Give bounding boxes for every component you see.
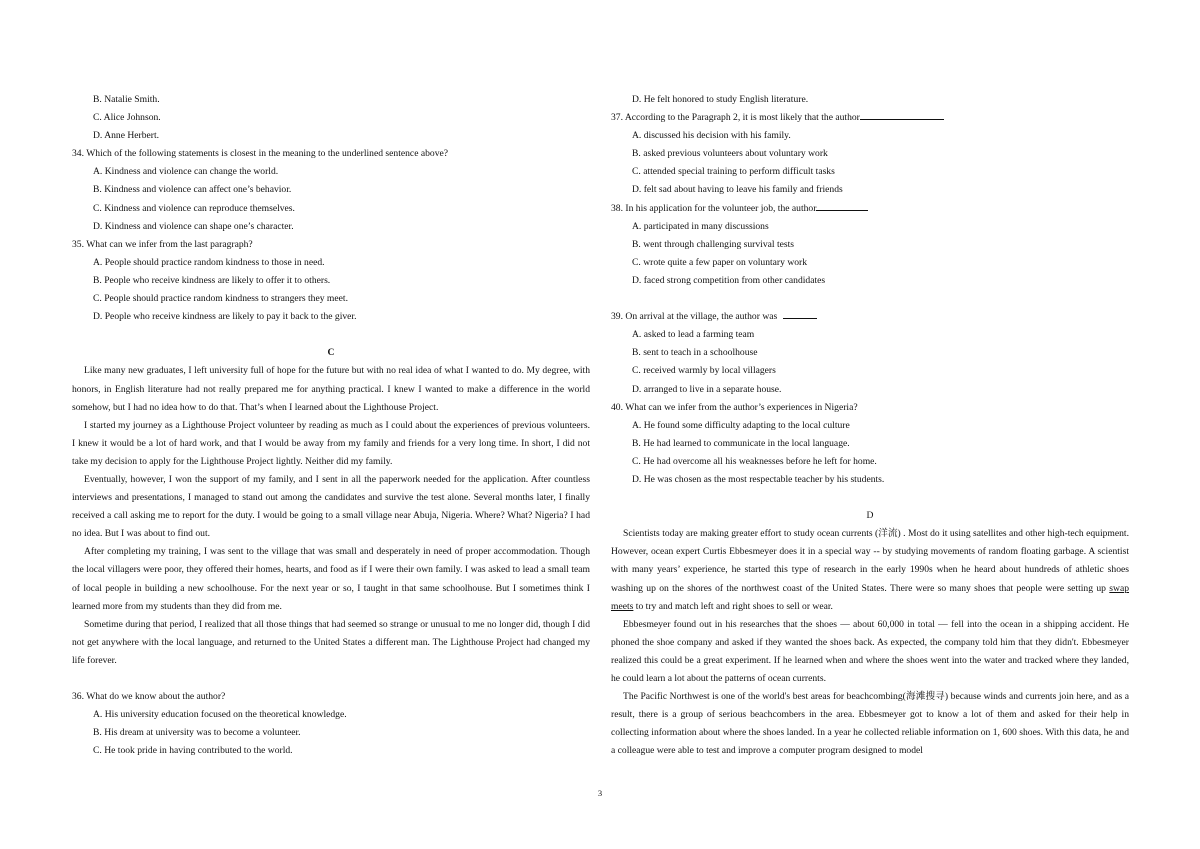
page-number: 3 [597, 788, 603, 798]
q37-option-a: A. discussed his decision with his family. [632, 130, 791, 142]
q39-option-d: D. arranged to live in a separate house. [632, 383, 782, 395]
left-column [72, 91, 590, 760]
q36-option-c: C. He took pride in having contributed to the world. [93, 745, 293, 757]
q34-option-d: D. Kindness and violence can shape one’s character. [93, 220, 294, 232]
q33-option-c: C. Alice Johnson. [93, 112, 161, 124]
q40-option-b: B. He had learned to communicate in the local language. [632, 437, 850, 449]
answer-blank [783, 308, 817, 319]
q34-option-a: A. Kindness and violence can change the world. [93, 166, 279, 178]
q37-stem: 37. According to the Paragraph 2, it is most likely that the author [611, 109, 1129, 127]
q38-option-d: D. faced strong competition from other candidates [632, 274, 826, 286]
q37-option-b: B. asked previous volunteers about voluntary work [632, 148, 828, 160]
q40-option-c: C. He had overcome all his weaknesses before he left for home. [632, 455, 877, 467]
q35-stem: 35. What can we infer from the last paragraph? [72, 238, 253, 250]
answer-blank [860, 109, 944, 120]
q39-option-a: A. asked to lead a farming team [632, 329, 755, 341]
q40-option-a: A. He found some difficulty adapting to the local culture [632, 419, 850, 431]
passage-d-paragraph-3: The Pacific Northwest is one of the world's best areas for beachcombing(海滩搜寻) because winds and currents join here, and as a result, there is a group of serious beachcombers in the area. Ebbesmeyer got to know a lot of them and asked for their help in collecting information about where the shoes landed. In a year he collected reliable information on 1, 600 shoes. With this data, he and a colleague were able to test and improve a computer program designed to model [611, 691, 1129, 757]
passage-d-paragraph-2: Ebbesmeyer found out in his researches that the shoes — about 60,000 in total — fell into the ocean in a shipping accident. He phoned the shoe company and asked if they wanted the shoes back. As expected, the company told him that they didn't. Ebbesmeyer realized this could be a great experiment. If he learned when and where the shoes went into the water and tracked where they landed, he could learn a lot about the patterns of ocean currents. [611, 618, 1129, 684]
q38-option-c: C. wrote quite a few paper on voluntary work [632, 256, 808, 268]
q37-option-c: C. attended special training to perform difficult tasks [632, 166, 835, 178]
q40-stem: 40. What can we infer from the author’s experiences in Nigeria? [611, 401, 858, 413]
q33-option-d: D. Anne Herbert. [93, 130, 160, 142]
section-d-title: D [866, 510, 874, 522]
passage-c-paragraph-4: After completing my training, I was sent to the village that was small and desperately in need of proper accommodation. Though the local villagers were poor, they offered their homes, hearts, and food as if I were their own family. I was asked to lead a small team of local people in building a new schoolhouse. For the next year or so, I taught in that same schoolhouse. But I sometimes think I learned more from my students than they did from me. [72, 546, 590, 612]
q34-stem: 34. Which of the following statements is closest in the meaning to the underlined sentence above? [72, 148, 449, 160]
answer-blank [816, 200, 868, 211]
q38-stem: 38. In his application for the volunteer job, the author [611, 200, 1129, 218]
q35-option-d: D. People who receive kindness are likely to pay it back to the giver. [93, 311, 357, 323]
passage-c-paragraph-1: Like many new graduates, I left university full of hope for the future but with no real idea of what I wanted to do. My degree, with honors, in English literature had not really prepared me for anything practical. I knew I wanted to make a difference in the world somehow, but I had no idea how to do that. That’s when I learned about the Lighthouse Project. [72, 365, 590, 413]
q34-option-b: B. Kindness and violence can affect one’s behavior. [93, 184, 292, 196]
q36-option-b: B. His dream at university was to become a volunteer. [93, 727, 301, 739]
q36-option-a: A. His university education focused on the theoretical knowledge. [93, 709, 347, 721]
q35-option-a: A. People should practice random kindness to those in need. [93, 256, 325, 268]
q40-option-d: D. He was chosen as the most respectable teacher by his students. [632, 473, 885, 485]
q35-option-c: C. People should practice random kindness to strangers they meet. [93, 293, 348, 305]
passage-c-paragraph-5: Sometime during that period, I realized that all those things that had seemed so strange or unusual to me no longer did, though I did not get anywhere with the local language, and returned to the United States a different man. The Lighthouse Project had changed my life forever. [72, 618, 590, 666]
q38-option-b: B. went through challenging survival tests [632, 238, 795, 250]
passage-c-paragraph-3: Eventually, however, I won the support of my family, and I sent in all the paperwork needed for the application. After countless interviews and presentations, I managed to stand out among the candidates and survive the test alone. Several months later, I finally received a call asking me to report for the duty. I would be going to a small village near Abuja, Nigeria. Where? What? Nigeria? I had no idea. But I was about to find out. [72, 473, 590, 540]
q34-option-c: C. Kindness and violence can reproduce themselves. [93, 202, 295, 214]
section-c-title: C [327, 347, 335, 359]
q39-stem: 39. On arrival at the village, the author was [611, 308, 1129, 326]
passage-c-paragraph-2: I started my journey as a Lighthouse Project volunteer by reading as much as I could about the experiences of previous volunteers. I knew it would be a lot of hard work, and that I would be away from my family and friends for a very long time. In short, I did not take my decision to apply for the Lighthouse Project lightly. Neither did my family. [72, 419, 590, 467]
q33-option-b: B. Natalie Smith. [93, 94, 160, 105]
q39-option-c: C. received warmly by local villagers [632, 365, 776, 377]
underlined-phrase: swap meets [611, 582, 1129, 612]
q36-stem: 36. What do we know about the author? [72, 691, 226, 703]
q35-option-b: B. People who receive kindness are likely to offer it to others. [93, 274, 331, 286]
q37-option-d: D. felt sad about having to leave his family and friends [632, 184, 843, 196]
right-column [611, 91, 1129, 760]
q38-option-a: A. participated in many discussions [632, 220, 769, 232]
q36-option-d: D. He felt honored to study English literature. [632, 94, 809, 105]
q39-option-b: B. sent to teach in a schoolhouse [632, 347, 758, 359]
passage-d-paragraph-1: Scientists today are making greater effort to study ocean currents (洋流) . Most do it using satellites and other high-tech equipment. However, ocean expert Curtis Ebbesmeyer does it in a special way -- by studying movements of random floating garbage. A scientist with many years’ experience, he started this type of research in the early 1990s when he heard about hundreds of athletic shoes washing up on the shores of the northwest coast of the United States. There were so many shoes that people were setting up swap meets to try and match left and right shoes to sell or wear. [611, 528, 1129, 612]
